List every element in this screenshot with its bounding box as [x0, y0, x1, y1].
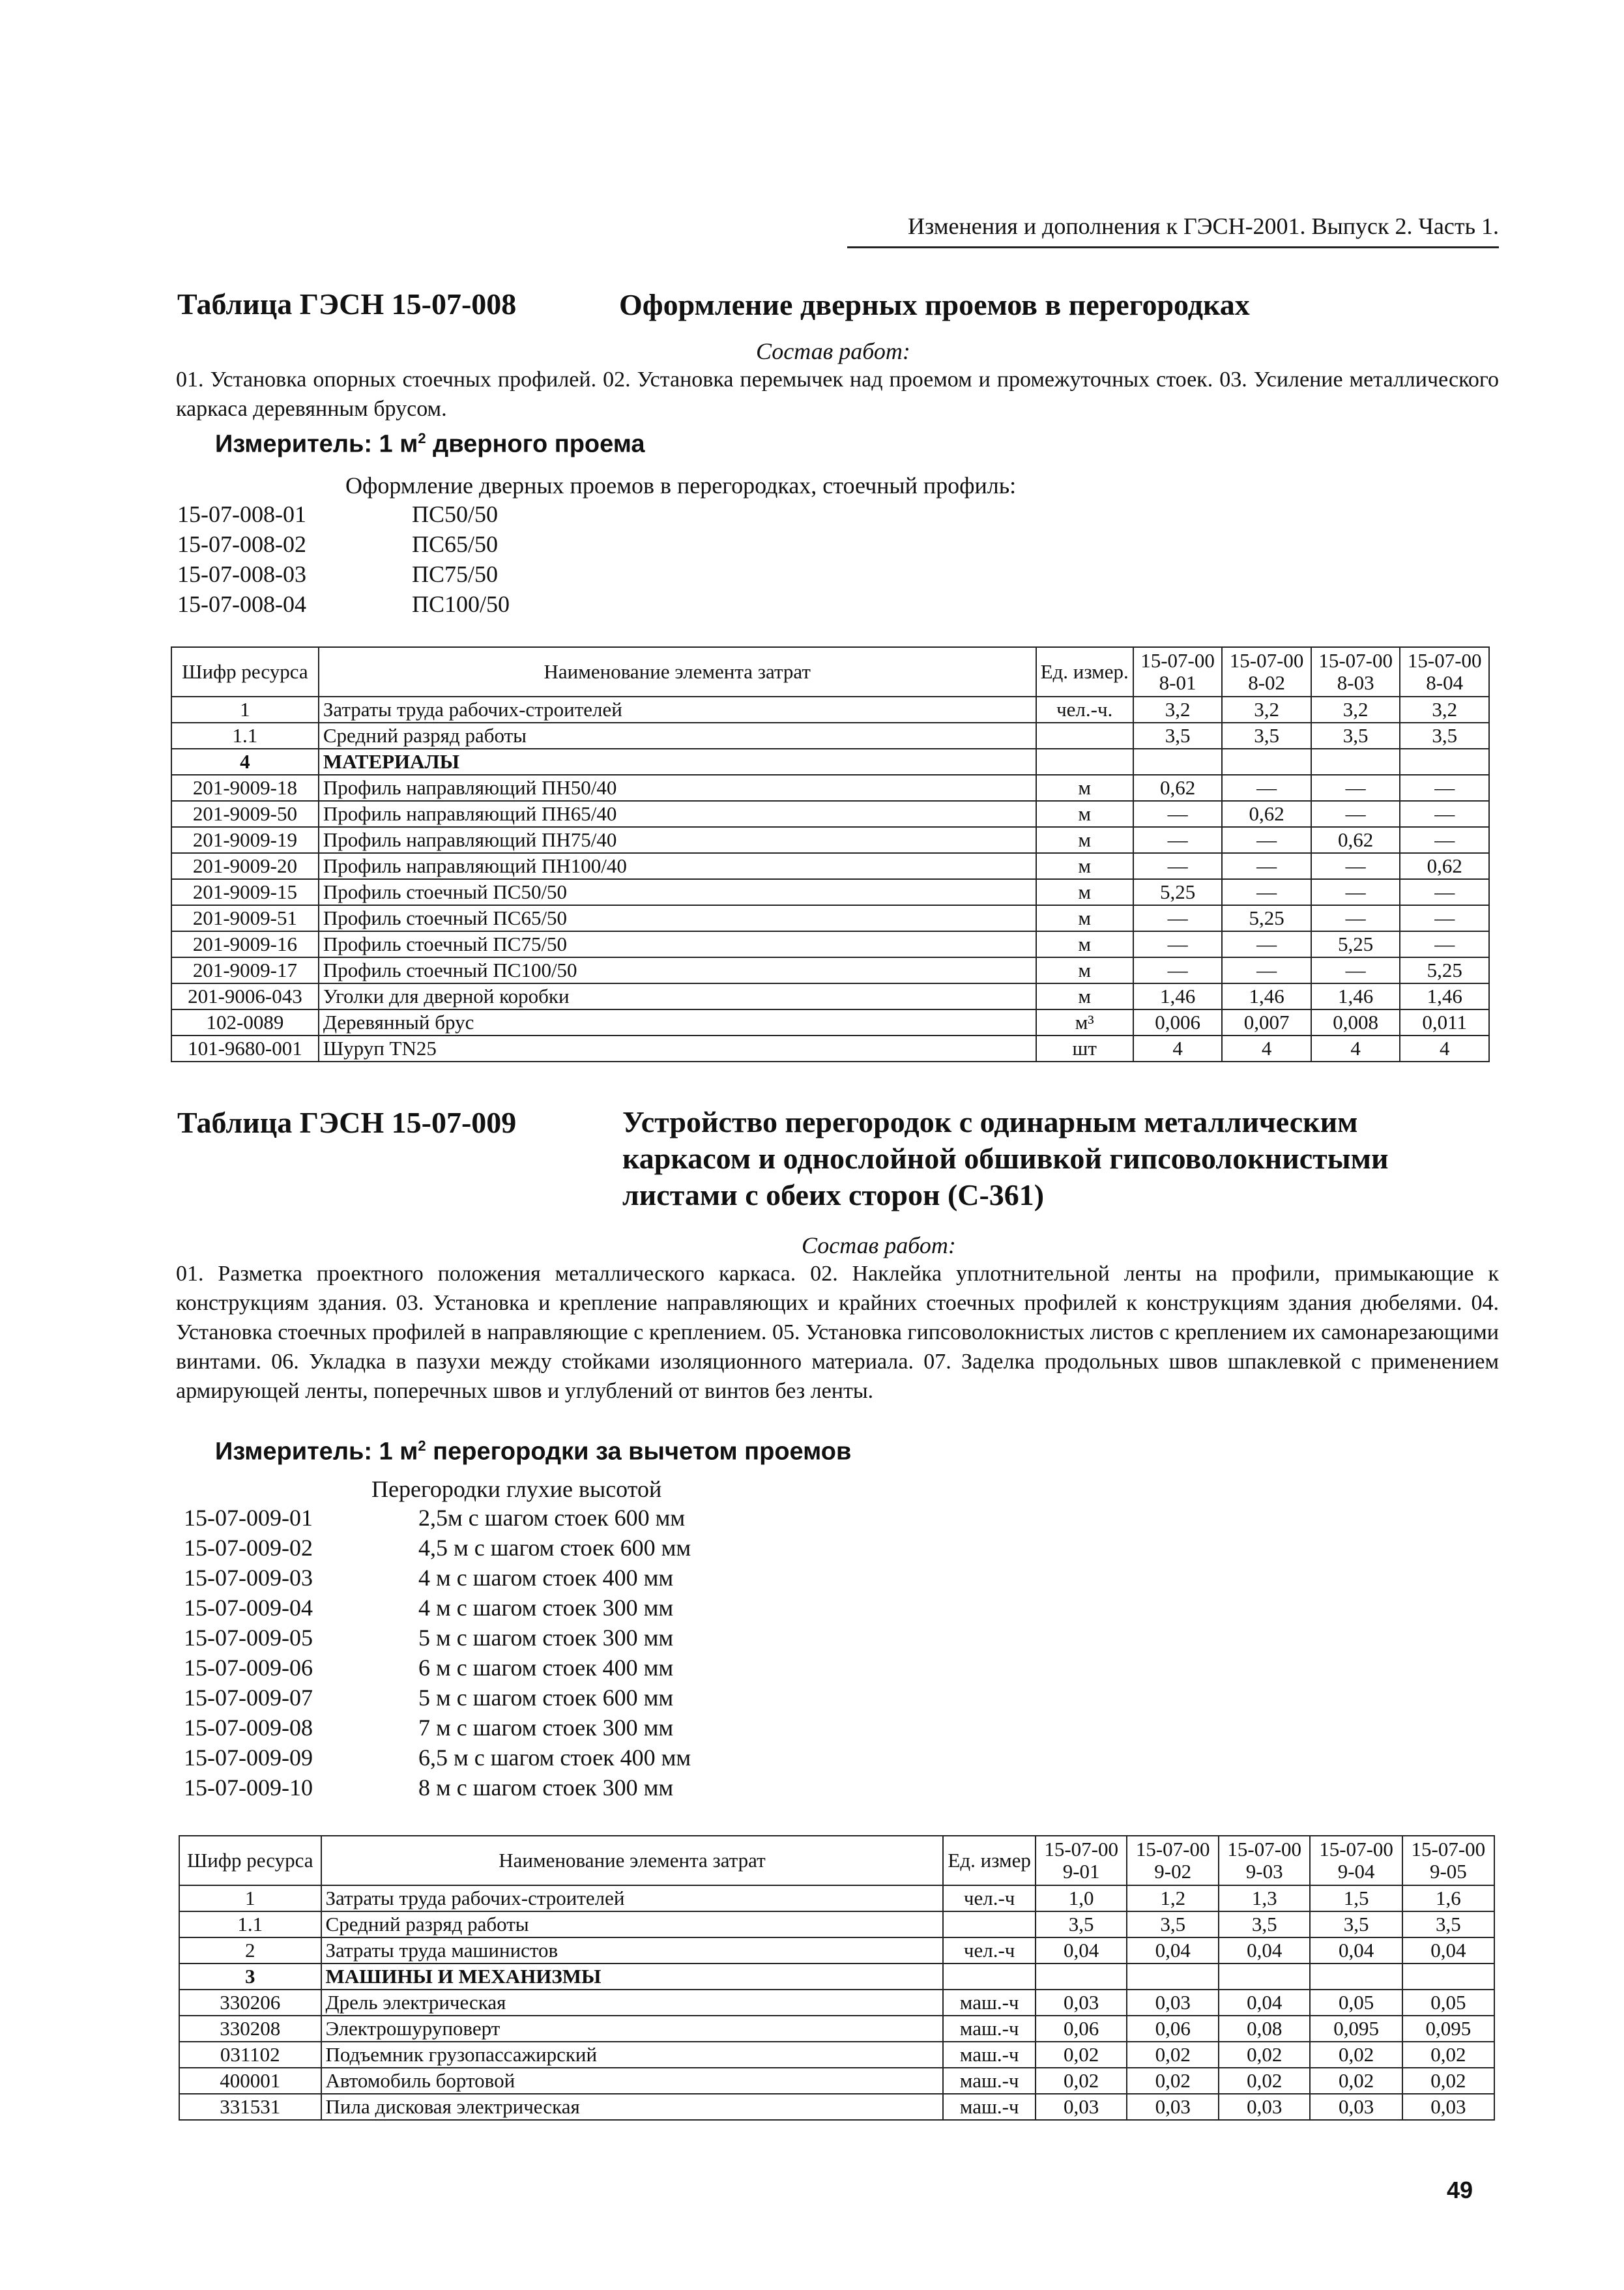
cell-unit: м	[1036, 827, 1133, 853]
list-item	[177, 589, 510, 619]
item-code: 15-07-009-10	[184, 1775, 313, 1801]
cell-value: 0,04	[1402, 1937, 1494, 1964]
cell-name: Профиль направляющий ПН100/40	[319, 853, 1036, 879]
cell-value: —	[1222, 931, 1311, 957]
header-code: Шифр ресурса	[171, 647, 319, 697]
cell-value: 0,03	[1036, 1990, 1127, 2016]
cell-value: 3,5	[1400, 723, 1489, 749]
cell-value: —	[1133, 957, 1223, 983]
table-row	[171, 697, 1489, 723]
cell-value: —	[1311, 879, 1400, 905]
header-unit: Ед. измер	[943, 1836, 1035, 1885]
cell-value: —	[1400, 931, 1489, 957]
item-code: 15-07-008-01	[177, 501, 306, 527]
cell-name: Затраты труда машинистов	[321, 1937, 944, 1964]
cell-code: 330206	[179, 1990, 321, 2016]
cell-code: 201-9006-043	[171, 983, 319, 1009]
cell-name: Средний разряд работы	[321, 1911, 944, 1937]
cell-name: Профиль стоечный ПС100/50	[319, 957, 1036, 983]
header-col: 15-07-008-04	[1400, 647, 1489, 697]
cell-value: —	[1222, 879, 1311, 905]
cell-value: 0,095	[1402, 2016, 1494, 2042]
cell-value: 1,2	[1127, 1885, 1219, 1911]
table1-list-title: Оформление дверных проемов в перегородках, стоечный профиль:	[345, 472, 1017, 499]
table-row	[171, 775, 1489, 801]
cell-code: 3	[179, 1964, 321, 1990]
list-item	[184, 1623, 691, 1653]
cell-value: 3,2	[1222, 697, 1311, 723]
item-code: 15-07-009-06	[184, 1655, 313, 1681]
item-code: 15-07-008-03	[177, 561, 306, 587]
table1-items	[177, 499, 510, 619]
item-code: 15-07-009-05	[184, 1625, 313, 1651]
table-row	[171, 983, 1489, 1009]
list-item	[184, 1653, 691, 1683]
cell-code: 201-9009-16	[171, 931, 319, 957]
item-name: 6 м с шагом стоек 400 мм	[418, 1655, 674, 1681]
cell-code: 201-9009-19	[171, 827, 319, 853]
table-header-row	[179, 1836, 1494, 1885]
table-row	[171, 1036, 1489, 1062]
table-row	[179, 2094, 1494, 2120]
cell-unit: м	[1036, 983, 1133, 1009]
cell-value: 0,03	[1036, 2094, 1127, 2120]
table1-number: Таблица ГЭСН 15-07-008	[177, 287, 517, 321]
cell-value: 0,03	[1127, 2094, 1219, 2120]
cell-name: Деревянный брус	[319, 1009, 1036, 1036]
cell-unit	[943, 1911, 1035, 1937]
cell-value: —	[1400, 801, 1489, 827]
cell-name: Дрель электрическая	[321, 1990, 944, 2016]
cell-value: —	[1133, 931, 1223, 957]
cell-name: Профиль стоечный ПС50/50	[319, 879, 1036, 905]
cell-value: 0,008	[1311, 1009, 1400, 1036]
table-row	[179, 2042, 1494, 2068]
cell-unit: шт	[1036, 1036, 1133, 1062]
cell-name: МАШИНЫ И МЕХАНИЗМЫ	[321, 1964, 944, 1990]
cell-code: 201-9009-17	[171, 957, 319, 983]
item-name: 6,5 м с шагом стоек 400 мм	[418, 1745, 691, 1771]
item-code: 15-07-008-04	[177, 591, 306, 617]
item-name: ПС50/50	[412, 501, 499, 527]
table2-title: Устройство перегородок с одинарным металлическим каркасом и однослойной обшивкой гипсоволокнистыми листами с обеих сторон (С-361)	[622, 1105, 1389, 1211]
header-col: 15-07-008-03	[1311, 647, 1400, 697]
cell-value: 0,02	[1402, 2068, 1494, 2094]
cell-name: Профиль стоечный ПС75/50	[319, 931, 1036, 957]
cell-value: 0,02	[1036, 2042, 1127, 2068]
header-col: 15-07-009-02	[1127, 1836, 1219, 1885]
item-name: ПС100/50	[412, 591, 510, 617]
table-row	[171, 1009, 1489, 1036]
cell-value: 0,03	[1219, 2094, 1311, 2120]
cell-value: 0,04	[1036, 1937, 1127, 1964]
cell-value: —	[1400, 879, 1489, 905]
cell-value: —	[1400, 775, 1489, 801]
cell-unit	[1036, 723, 1133, 749]
cell-value: 4	[1133, 1036, 1223, 1062]
cell-name: Профиль стоечный ПС65/50	[319, 905, 1036, 931]
header-col: 15-07-009-03	[1219, 1836, 1311, 1885]
cell-value	[1127, 1964, 1219, 1990]
cell-value: 0,04	[1219, 1937, 1311, 1964]
cell-value: 1,0	[1036, 1885, 1127, 1911]
cell-value	[1311, 749, 1400, 775]
cell-value: 0,62	[1222, 801, 1311, 827]
header-code: Шифр ресурса	[179, 1836, 321, 1885]
table-row	[179, 2016, 1494, 2042]
item-name: 8 м с шагом стоек 300 мм	[418, 1775, 674, 1801]
cell-value: 0,03	[1402, 2094, 1494, 2120]
item-name: 2,5м с шагом стоек 600 мм	[418, 1505, 686, 1531]
list-item	[184, 1713, 691, 1743]
cell-value: 3,5	[1310, 1911, 1402, 1937]
cell-value: 3,2	[1133, 697, 1223, 723]
item-name: 5 м с шагом стоек 600 мм	[418, 1685, 674, 1711]
cell-value: 1,46	[1133, 983, 1223, 1009]
cell-name: Профиль направляющий ПН75/40	[319, 827, 1036, 853]
header-col: 15-07-009-04	[1310, 1836, 1402, 1885]
list-item	[184, 1683, 691, 1713]
item-code: 15-07-009-04	[184, 1595, 313, 1621]
cell-value: 0,02	[1127, 2042, 1219, 2068]
list-item	[184, 1743, 691, 1773]
cell-value	[1219, 1964, 1311, 1990]
cell-value: 3,5	[1036, 1911, 1127, 1937]
table-row	[179, 2068, 1494, 2094]
table-header-row	[171, 647, 1489, 697]
cell-name: Пила дисковая электрическая	[321, 2094, 944, 2120]
page-number: 49	[1447, 2177, 1473, 2203]
cell-code: 400001	[179, 2068, 321, 2094]
cell-value	[1310, 1964, 1402, 1990]
cell-value	[1036, 1964, 1127, 1990]
cell-unit: чел.-ч	[943, 1885, 1035, 1911]
cell-unit: м	[1036, 853, 1133, 879]
cell-value: 0,04	[1219, 1990, 1311, 2016]
item-code: 15-07-009-01	[184, 1505, 313, 1531]
cell-value: 0,02	[1219, 2068, 1311, 2094]
item-code: 15-07-009-03	[184, 1565, 313, 1591]
table2-items	[184, 1503, 691, 1803]
cell-name: Средний разряд работы	[319, 723, 1036, 749]
cell-value: 0,08	[1219, 2016, 1311, 2042]
running-header: Изменения и дополнения к ГЭСН-2001. Выпуск 2. Часть 1.	[908, 213, 1499, 239]
cell-value	[1222, 749, 1311, 775]
cell-value: —	[1133, 853, 1223, 879]
cell-name: Профиль направляющий ПН65/40	[319, 801, 1036, 827]
cell-value: —	[1133, 801, 1223, 827]
cell-code: 201-9009-50	[171, 801, 319, 827]
cell-unit: маш.-ч	[943, 2016, 1035, 2042]
table-row	[171, 801, 1489, 827]
cell-value: —	[1311, 957, 1400, 983]
cell-value: 3,2	[1400, 697, 1489, 723]
cell-name: Затраты труда рабочих-строителей	[321, 1885, 944, 1911]
cell-value: 4	[1400, 1036, 1489, 1062]
table2-list-title: Перегородки глухие высотой	[371, 1476, 662, 1502]
cell-value: 4	[1311, 1036, 1400, 1062]
list-item	[177, 499, 510, 529]
cell-value	[1402, 1964, 1494, 1990]
cell-value: 5,25	[1311, 931, 1400, 957]
item-code: 15-07-009-07	[184, 1685, 313, 1711]
cell-value: 4	[1222, 1036, 1311, 1062]
cell-code: 101-9680-001	[171, 1036, 319, 1062]
table-row	[179, 1990, 1494, 2016]
cell-value: 0,02	[1402, 2042, 1494, 2068]
cell-value: 0,62	[1133, 775, 1223, 801]
cell-name: Профиль направляющий ПН50/40	[319, 775, 1036, 801]
table-row	[171, 931, 1489, 957]
cell-value: —	[1311, 853, 1400, 879]
cell-value: 1,6	[1402, 1885, 1494, 1911]
cell-value: —	[1400, 827, 1489, 853]
cell-value: —	[1311, 801, 1400, 827]
cell-value: 0,095	[1310, 2016, 1402, 2042]
list-item	[184, 1773, 691, 1803]
item-name: 4 м с шагом стоек 300 мм	[418, 1595, 674, 1621]
cell-value: —	[1400, 905, 1489, 931]
cell-value: —	[1222, 853, 1311, 879]
cell-unit: чел.-ч	[943, 1937, 1035, 1964]
item-name: 7 м с шагом стоек 300 мм	[418, 1715, 674, 1741]
table2-composition: 01. Разметка проектного положения металлического каркаса. 02. Наклейка уплотнительной ленты на профили, примыкающие к конструкциям здания. 03. Установка и крепление направляющих и крайних стоечных профилей к конструкциям здания дюбелями. 04. Установка стоечных профилей в направляющие с креплением. 05. Установка гипсоволокнистых листов с креплением их самонарезающими винтами. 06. Укладка в пазухи между стойками изоляционного материала. 07. Заделка продольных швов шпаклевкой с применением армирующей ленты, поперечных швов и углублений от винтов без ленты.	[176, 1262, 1499, 1403]
cell-value: 0,62	[1400, 853, 1489, 879]
cell-name: МАТЕРИАЛЫ	[319, 749, 1036, 775]
header-unit: Ед. измер.	[1036, 647, 1133, 697]
cell-value: 0,03	[1127, 1990, 1219, 2016]
cell-name: Уголки для дверной коробки	[319, 983, 1036, 1009]
cell-value: —	[1222, 957, 1311, 983]
list-item	[177, 559, 510, 589]
cell-unit: м	[1036, 775, 1133, 801]
cell-unit: м	[1036, 905, 1133, 931]
cell-value: —	[1311, 775, 1400, 801]
cell-value: 0,06	[1127, 2016, 1219, 2042]
cell-value: 3,5	[1127, 1911, 1219, 1937]
cell-value: 0,011	[1400, 1009, 1489, 1036]
cell-value	[1133, 749, 1223, 775]
cell-unit	[943, 1964, 1035, 1990]
cell-value: 3,5	[1133, 723, 1223, 749]
table-row	[171, 957, 1489, 983]
header-col: 15-07-008-02	[1222, 647, 1311, 697]
table1-composition-label: Состав работ:	[756, 338, 910, 364]
header-rule	[847, 246, 1499, 248]
cell-value: 0,05	[1402, 1990, 1494, 2016]
table2-composition-label: Состав работ:	[802, 1232, 956, 1258]
cell-value: 3,5	[1222, 723, 1311, 749]
cell-name: Шуруп TN25	[319, 1036, 1036, 1062]
list-item	[184, 1533, 691, 1563]
cell-value: 0,02	[1310, 2042, 1402, 2068]
cell-value: 0,02	[1310, 2068, 1402, 2094]
cell-code: 031102	[179, 2042, 321, 2068]
cell-value: —	[1133, 827, 1223, 853]
cell-unit	[1036, 749, 1133, 775]
cell-unit: чел.-ч.	[1036, 697, 1133, 723]
cell-value: 3,5	[1219, 1911, 1311, 1937]
cell-value: —	[1311, 905, 1400, 931]
list-item	[184, 1593, 691, 1623]
list-item	[177, 529, 510, 559]
cell-unit: маш.-ч	[943, 1990, 1035, 2016]
cell-value: 0,02	[1127, 2068, 1219, 2094]
cell-value: 0,02	[1219, 2042, 1311, 2068]
cell-value: 5,25	[1400, 957, 1489, 983]
table-row	[179, 1964, 1494, 1990]
table2-number: Таблица ГЭСН 15-07-009	[177, 1106, 517, 1139]
header-name: Наименование элемента затрат	[319, 647, 1036, 697]
table-row	[171, 879, 1489, 905]
cell-code: 201-9009-51	[171, 905, 319, 931]
cell-value: 1,3	[1219, 1885, 1311, 1911]
cell-value: 1,46	[1400, 983, 1489, 1009]
cell-code: 2	[179, 1937, 321, 1964]
table1-title: Оформление дверных проемов в перегородках	[619, 288, 1250, 321]
header-col: 15-07-009-01	[1036, 1836, 1127, 1885]
cell-code: 201-9009-18	[171, 775, 319, 801]
header-name: Наименование элемента затрат	[321, 1836, 944, 1885]
cell-name: Электрошуруповерт	[321, 2016, 944, 2042]
table-row	[171, 723, 1489, 749]
cell-value: 0,007	[1222, 1009, 1311, 1036]
cell-value: 1,5	[1310, 1885, 1402, 1911]
cell-code: 1	[171, 697, 319, 723]
table-row	[179, 1911, 1494, 1937]
cell-unit: м³	[1036, 1009, 1133, 1036]
item-code: 15-07-009-09	[184, 1745, 313, 1771]
cell-code: 201-9009-20	[171, 853, 319, 879]
table1-measure: Измеритель: 1 $м^2$ дверного проема	[215, 430, 645, 458]
item-name: ПС75/50	[412, 561, 499, 587]
table2-resources	[179, 1835, 1495, 2121]
cell-unit: м	[1036, 957, 1133, 983]
table2-measure: Измеритель: 1 $м^2$ перегородки за вычетом проемов	[215, 1438, 852, 1466]
cell-code: 102-0089	[171, 1009, 319, 1036]
cell-value	[1400, 749, 1489, 775]
cell-unit: м	[1036, 801, 1133, 827]
header-col: 15-07-009-05	[1402, 1836, 1494, 1885]
table-row	[179, 1885, 1494, 1911]
header-col: 15-07-008-01	[1133, 647, 1223, 697]
cell-name: Автомобиль бортовой	[321, 2068, 944, 2094]
cell-value: 0,02	[1036, 2068, 1127, 2094]
cell-unit: маш.-ч	[943, 2068, 1035, 2094]
table-row	[171, 827, 1489, 853]
cell-value: 0,06	[1036, 2016, 1127, 2042]
cell-value: —	[1222, 827, 1311, 853]
cell-unit: м	[1036, 931, 1133, 957]
cell-code: 330208	[179, 2016, 321, 2042]
cell-name: Затраты труда рабочих-строителей	[319, 697, 1036, 723]
cell-value: —	[1222, 775, 1311, 801]
item-name: 4 м с шагом стоек 400 мм	[418, 1565, 674, 1591]
cell-value: 3,5	[1402, 1911, 1494, 1937]
cell-name: Подъемник грузопассажирский	[321, 2042, 944, 2068]
cell-unit: маш.-ч	[943, 2042, 1035, 2068]
cell-code: 1	[179, 1885, 321, 1911]
cell-value: 0,03	[1310, 2094, 1402, 2120]
cell-value: 1,46	[1222, 983, 1311, 1009]
table1-resources	[171, 646, 1490, 1062]
cell-unit: маш.-ч	[943, 2094, 1035, 2120]
item-name: ПС65/50	[412, 531, 499, 557]
cell-value: 0,62	[1311, 827, 1400, 853]
list-item	[184, 1563, 691, 1593]
cell-value: 0,006	[1133, 1009, 1223, 1036]
cell-code: 1.1	[179, 1911, 321, 1937]
cell-code: 201-9009-15	[171, 879, 319, 905]
table1-composition: 01. Установка опорных стоечных профилей. 02. Установка перемычек над проемом и промежуточных стоек. 03. Усиление металлического каркаса деревянным брусом.	[176, 368, 1499, 421]
item-code: 15-07-008-02	[177, 531, 306, 557]
cell-value: 5,25	[1222, 905, 1311, 931]
item-code: 15-07-009-08	[184, 1715, 313, 1741]
table-row	[171, 853, 1489, 879]
cell-value: 0,05	[1310, 1990, 1402, 2016]
item-name: 5 м с шагом стоек 300 мм	[418, 1625, 674, 1651]
cell-value: —	[1133, 905, 1223, 931]
cell-unit: м	[1036, 879, 1133, 905]
cell-value: 3,5	[1311, 723, 1400, 749]
item-name: 4,5 м с шагом стоек 600 мм	[418, 1535, 691, 1561]
cell-value: 1,46	[1311, 983, 1400, 1009]
table-row	[171, 749, 1489, 775]
cell-code: 4	[171, 749, 319, 775]
cell-code: 1.1	[171, 723, 319, 749]
cell-value: 0,04	[1310, 1937, 1402, 1964]
cell-code: 331531	[179, 2094, 321, 2120]
cell-value: 5,25	[1133, 879, 1223, 905]
table-row	[171, 905, 1489, 931]
cell-value: 3,2	[1311, 697, 1400, 723]
table-row	[179, 1937, 1494, 1964]
cell-value: 0,04	[1127, 1937, 1219, 1964]
item-code: 15-07-009-02	[184, 1535, 313, 1561]
list-item	[184, 1503, 691, 1533]
